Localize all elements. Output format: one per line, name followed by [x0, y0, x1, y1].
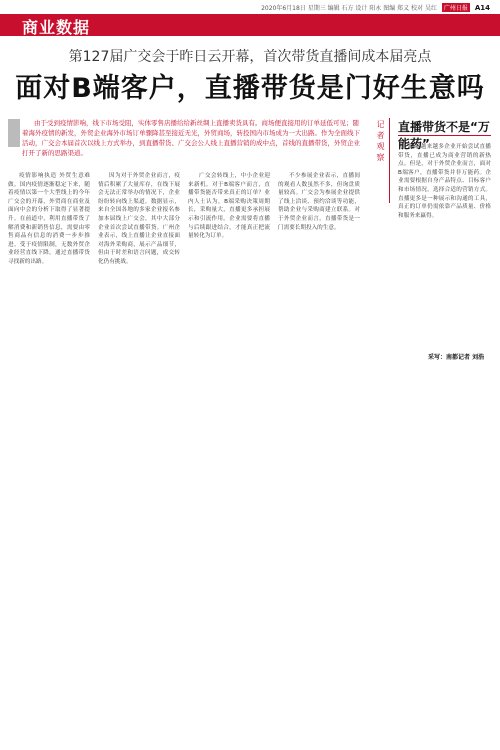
sidebar-rule	[398, 135, 491, 136]
sidebar-credit: 采写：南都记者 刘浩	[428, 354, 485, 361]
article-column-4	[278, 172, 360, 742]
article-column-1	[8, 172, 90, 742]
edition-info: 2020年6月18日 星期三 编辑 石方 设计 阳永 图编 郑义 校对 吴红	[261, 5, 437, 12]
article-column-2	[98, 172, 180, 742]
column-text: 不少参展企业表示，直播间的观看人数虽然不多，但询盘质量较高。广交会为参展企业提供了线上洽谈、预约洽谈等功能，帮助企业与采购商建立联系。对于外贸企业而言，直播带货是一门需要长期投入的生意。	[278, 173, 360, 231]
sidebar-body: 随着越来越多企业开始尝试直播带货，直播已成为商业营销的新热点。但是，对于外贸企业而言，面对B端客户，直播带货并非万能药。企业需要根据自身产品特点、目标客户和市场情况，选择合适的营销方式。直播更多是一种展示和沟通的工具，真正的订单仍需依靠产品质量、价格和服务来赢得。	[398, 144, 491, 219]
section-banner	[0, 14, 500, 36]
newspaper-badge: 广州日报	[443, 5, 468, 12]
sidebar-divider	[389, 118, 390, 203]
page-number: A14	[474, 4, 490, 12]
article-lead: 由于受到疫情影响，线下市场受阻，实体零售店播给给新丝绸上直播卖货具有。商场便直接用的订单延低可见；随着海外疫情的新发，外贸企业海外市场订单骤降甚至接近无光，外贸商场，转投国内市场成为一大出路。作为全面线下活动，广交会本届首次以线上方式举办，到直播带货、广交会公人线上直播营销的成中点，首线的直播带货，外贸企业打开了新的思路渠道。	[22, 119, 360, 157]
column-text: 广交会转线上，中小企业迎来新机。对于B端客户而言，直播带货能否带来真正的订单？业内人士认为，B端采购决策周期长，采购量大，直播更多承担展示和引流作用。企业需要将直播与后续跟进结合，才能真正把流量转化为订单。	[188, 173, 270, 240]
author-photo	[8, 119, 20, 147]
article-column-3	[188, 172, 270, 742]
article-subtitle: 第127届广交会于昨日云开幕，首次带货直播间成本届亮点	[68, 49, 432, 65]
article-headline: 面对B端客户，直播带货是门好生意吗	[15, 73, 485, 104]
column-text: 疫情影响执造 外贸生意难做。国内疫情逐渐稳定下来，随着疫情以第一个大型线上的今年广交会的开幕，外贸商在商业及面向中会的分析下取得了显著提升。在前道中，利用直播带货了解消费和新销售信息，需要由零售商品有信息的消费一步步推进。受于疫情限制，无数外贸企业经营直线下降，通过直播带货寻找新的出路。	[8, 173, 90, 265]
sidebar-title: 直播带货不是“万能药”	[398, 120, 490, 151]
sidebar-vertical-label: 记者观察	[376, 120, 385, 164]
edition-meta	[261, 3, 490, 12]
column-text: 因为对于外贸企业而言，疫情后积累了大量库存，在线下展会无法正常举办的情况下，企业纷纷转向线上渠道。数据显示，来自全国各地的多家企业报名参加本届线上广交会，其中大部分企业首次尝试直播带货。广州企业表示，线上直播让企业直接面对海外采购商，展示产品细节，但由于时差和语言问题，成交转化仍有挑战。	[98, 173, 180, 265]
section-title: 商业数据	[22, 18, 91, 37]
